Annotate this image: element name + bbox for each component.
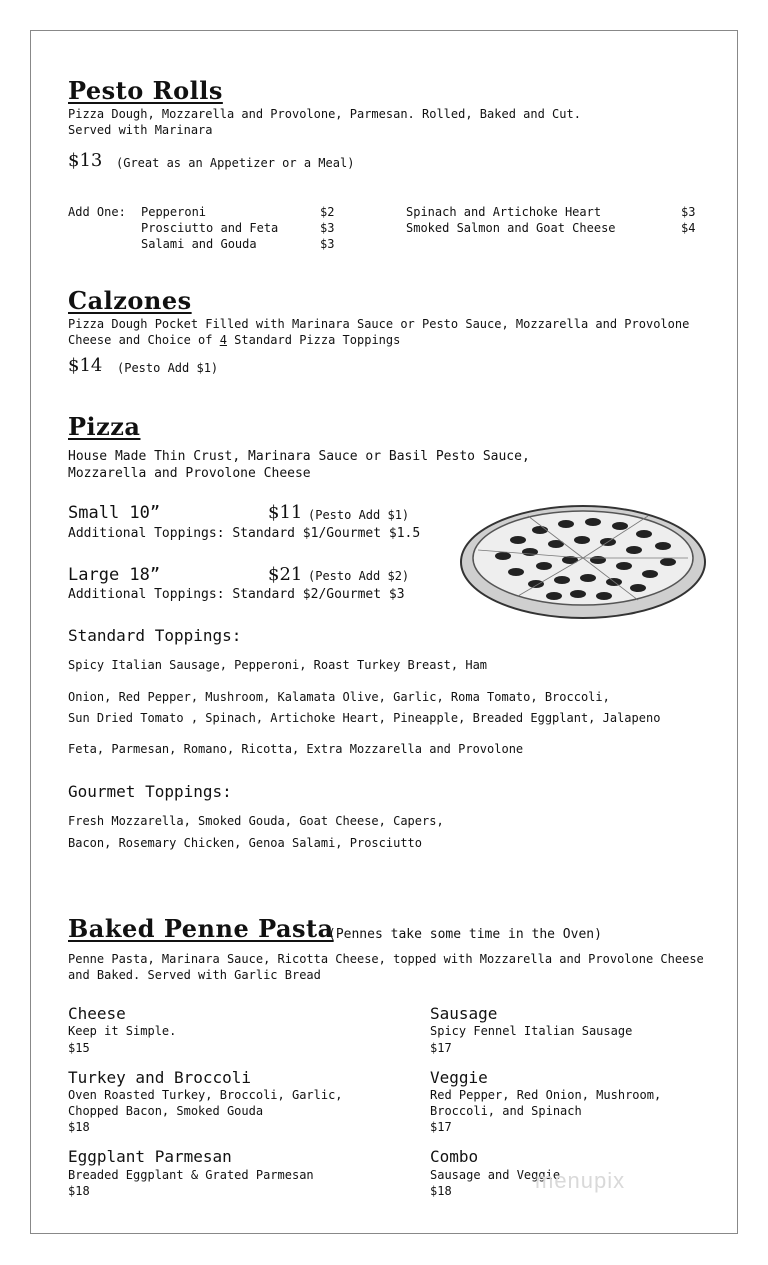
penne-item-price: $18 [430,1184,452,1198]
pizza-title: Pizza [68,412,141,441]
pesto-rolls-title: Pesto Rolls [68,76,223,105]
penne-item-desc: Oven Roasted Turkey, Broccoli, Garlic, [68,1088,343,1102]
penne-item-price: $17 [430,1120,452,1134]
pizza-large-note: (Pesto Add $2) [308,569,410,583]
addon-price: $4 [681,221,696,235]
penne-item-desc: Keep it Simple. [68,1024,177,1038]
pizza-small-price: $11 [268,502,303,523]
addon-name: Pepperoni [141,205,207,219]
calzones-desc-2-part: Standard Pizza Toppings [226,333,401,347]
standard-toppings-line: Feta, Parmesan, Romano, Ricotta, Extra Mozzarella and Provolone [68,742,524,756]
calzones-desc-2-part: Cheese and Choice of [68,333,220,347]
penne-item-name: Veggie [430,1068,488,1087]
penne-item-price: $17 [430,1041,452,1055]
pizza-desc-2: Mozzarella and Provolone Cheese [68,466,311,481]
addon-name: Prosciutto and Feta [141,221,279,235]
add-one-label: Add One: [68,205,126,219]
penne-item-name: Cheese [68,1004,126,1023]
calzones-price-note: (Pesto Add $1) [117,361,219,375]
watermark: menupix [535,1168,626,1193]
penne-item-price: $18 [68,1184,90,1198]
pesto-rolls-price-note: (Great as an Appetizer or a Meal) [116,156,355,170]
penne-item-price: $18 [68,1120,90,1134]
addon-price: $2 [320,205,335,219]
pesto-rolls-desc-1: Pizza Dough, Mozzarella and Provolone, Parmesan. Rolled, Baked and Cut. [68,107,581,121]
pesto-rolls-desc-2: Served with Marinara [68,123,213,137]
pizza-small-toppings: Additional Toppings: Standard $1/Gourmet $1.5 [68,526,421,541]
calzones-title: Calzones [68,286,192,315]
standard-toppings-line: Onion, Red Pepper, Mushroom, Kalamata Olive, Garlic, Roma Tomato, Broccoli, [68,690,610,704]
calzones-topping-count: 4 [219,333,227,347]
gourmet-toppings-title: Gourmet Toppings: [68,782,232,801]
penne-title: Baked Penne Pasta [68,914,334,943]
penne-item-name: Eggplant Parmesan [68,1147,232,1166]
pesto-rolls-price: $13 [68,150,103,171]
penne-item-desc: Red Pepper, Red Onion, Mushroom, [430,1088,662,1102]
pizza-large-toppings: Additional Toppings: Standard $2/Gourmet $3 [68,587,405,602]
gourmet-toppings-line: Fresh Mozzarella, Smoked Gouda, Goat Cheese, Capers, [68,814,444,828]
penne-item-desc: Breaded Eggplant & Grated Parmesan [68,1168,314,1182]
pizza-small-size: Small 10” [68,503,161,523]
penne-item-desc: Sausage and Veggie [430,1168,561,1182]
penne-desc-2: and Baked. Served with Garlic Bread [68,968,321,982]
addon-name: Salami and Gouda [141,237,257,251]
penne-item-desc: Chopped Bacon, Smoked Gouda [68,1104,264,1118]
penne-item-name: Combo [430,1147,479,1166]
calzones-desc-1: Pizza Dough Pocket Filled with Marinara Sauce or Pesto Sauce, Mozzarella and Provolone [68,317,690,331]
pizza-small-note: (Pesto Add $1) [308,508,410,522]
penne-title-note: (Pennes take some time in the Oven) [328,927,602,942]
calzones-desc-2 [68,332,400,348]
pizza-desc-1: House Made Thin Crust, Marinara Sauce or Basil Pesto Sauce, [68,449,530,464]
standard-toppings-line: Sun Dried Tomato , Spinach, Artichoke Heart, Pineapple, Breaded Eggplant, Jalapeno [68,711,661,725]
standard-toppings-line: Spicy Italian Sausage, Pepperoni, Roast Turkey Breast, Ham [68,658,488,672]
penne-desc-1: Penne Pasta, Marinara Sauce, Ricotta Cheese, topped with Mozzarella and Provolone Cheese [68,952,704,966]
penne-item-name: Sausage [430,1004,498,1023]
pizza-large-size: Large 18” [68,565,161,585]
penne-item-desc: Spicy Fennel Italian Sausage [430,1024,633,1038]
addon-price: $3 [320,221,335,235]
addon-price: $3 [681,205,696,219]
calzones-price: $14 [68,355,103,376]
pizza-illustration [458,500,708,622]
standard-toppings-title: Standard Toppings: [68,626,242,645]
gourmet-toppings-line: Bacon, Rosemary Chicken, Genoa Salami, Prosciutto [68,836,423,850]
penne-item-price: $15 [68,1041,90,1055]
addon-name: Spinach and Artichoke Heart [406,205,602,219]
addon-name: Smoked Salmon and Goat Cheese [406,221,616,235]
addon-price: $3 [320,237,335,251]
penne-item-name: Turkey and Broccoli [68,1068,252,1087]
penne-item-desc: Broccoli, and Spinach [430,1104,582,1118]
pizza-large-price: $21 [268,564,303,585]
